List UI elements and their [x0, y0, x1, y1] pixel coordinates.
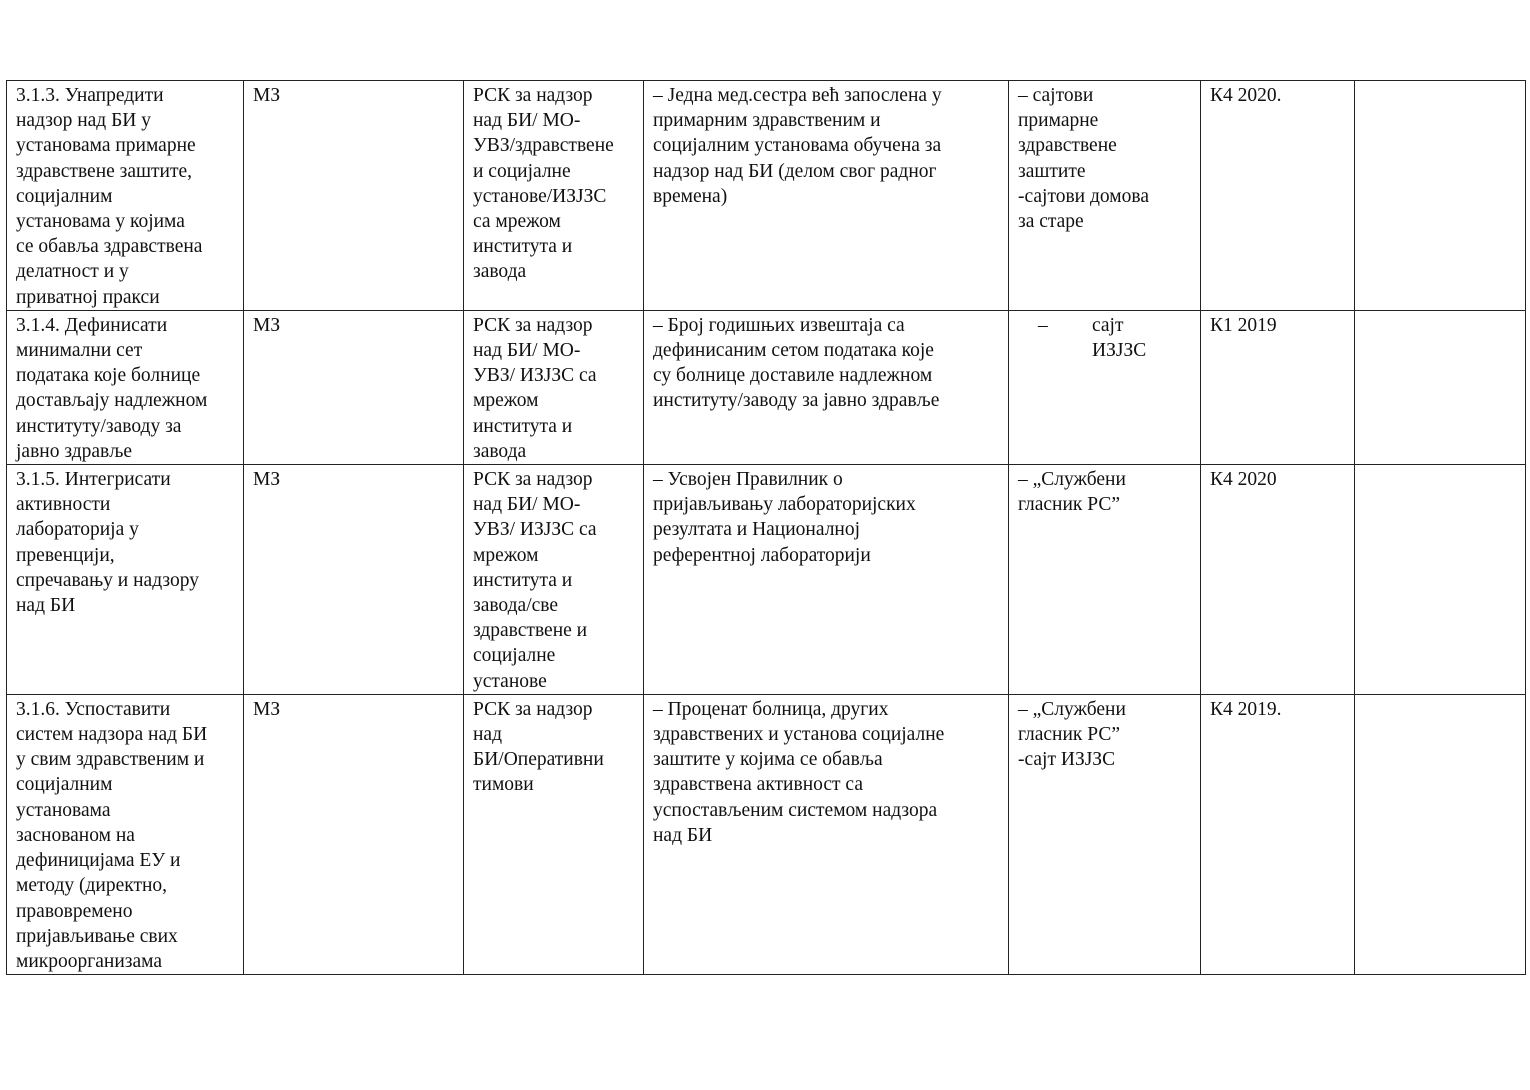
cell-line: делатност и у	[16, 261, 129, 283]
responsible-cell	[244, 694, 464, 974]
cell-line: здравствене	[1018, 135, 1117, 157]
cell-line: РСК за надзор	[473, 698, 593, 720]
source-dash: –	[1038, 314, 1048, 336]
cell-line: пријављивање свих	[16, 925, 178, 947]
cell-line: су болнице доставиле надлежном	[653, 365, 933, 387]
cell-line: надзор над БИ (делом свог радног	[653, 160, 937, 182]
cell-line: гласник РС”	[1018, 724, 1121, 746]
cell-line: установама у којима	[16, 211, 185, 233]
cell-line: гласник РС”	[1018, 494, 1121, 516]
partners-cell	[464, 310, 644, 464]
cell-line: над БИ/ МО-	[473, 110, 581, 132]
cell-line: над БИ/ МО-	[473, 494, 581, 516]
source-cell	[1009, 81, 1201, 311]
cell-line: МЗ	[253, 314, 281, 336]
cell-line: – „Службени	[1018, 469, 1126, 491]
cell-line: примарне	[1018, 110, 1099, 132]
extra-cell	[1355, 81, 1526, 311]
extra-cell	[1355, 310, 1526, 464]
table-row	[7, 694, 1526, 974]
cell-line: МЗ	[253, 469, 281, 491]
partners-cell	[464, 694, 644, 974]
cell-line: завода/све	[473, 595, 559, 617]
indicator-cell	[644, 310, 1009, 464]
cell-line: социјалним	[16, 185, 113, 207]
cell-line: К4 2020	[1210, 469, 1277, 491]
cell-line: над БИ	[653, 824, 713, 846]
cell-line: институту/заводу за	[16, 415, 182, 437]
cell-line: здравствене и	[473, 620, 588, 642]
cell-line: резултата и Националној	[653, 519, 861, 541]
cell-line: завода	[473, 261, 527, 283]
cell-line: јавно здравље	[16, 440, 133, 462]
source-line: сајт	[1092, 314, 1124, 336]
measures-table	[6, 80, 1526, 975]
cell-line: над БИ	[16, 595, 76, 617]
cell-line: са мрежом	[473, 211, 561, 233]
cell-line: институту/заводу за јавно здравље	[653, 390, 940, 412]
cell-line: – сајтови	[1018, 85, 1094, 106]
cell-line: 3.1.6. Успоставити	[16, 698, 171, 720]
deadline-cell	[1201, 81, 1355, 311]
cell-line: УВЗ/здравствене	[473, 135, 614, 157]
cell-line: – „Службени	[1018, 698, 1126, 720]
measure-cell	[7, 81, 244, 311]
extra-cell	[1355, 694, 1526, 974]
cell-line: над	[473, 724, 503, 746]
deadline-cell	[1201, 694, 1355, 974]
cell-line: микроорганизама	[16, 950, 162, 972]
cell-line: установе/ИЗЈЗС	[473, 185, 607, 207]
cell-line: у свим здравственим и	[16, 749, 205, 771]
cell-line: приватној пракси	[16, 286, 160, 308]
cell-line: РСК за надзор	[473, 85, 593, 106]
cell-line: здравствених и установа социјалне	[653, 724, 945, 746]
cell-line: социјалним	[16, 774, 113, 796]
cell-line: за старе	[1018, 211, 1084, 233]
cell-line: надзор над БИ у	[16, 110, 152, 132]
indicator-cell	[644, 465, 1009, 695]
indicator-cell	[644, 81, 1009, 311]
table-row	[7, 310, 1526, 464]
cell-line: превенцији,	[16, 544, 115, 566]
cell-line: – Усвојен Правилник о	[653, 469, 843, 491]
table-row	[7, 465, 1526, 695]
cell-line: мрежом	[473, 544, 539, 566]
cell-line: МЗ	[253, 698, 281, 720]
cell-line: РСК за надзор	[473, 314, 593, 336]
cell-line: активности	[16, 494, 111, 516]
cell-line: – Проценат болница, других	[653, 698, 889, 720]
cell-line: РСК за надзор	[473, 469, 593, 491]
cell-line: БИ/Оперативни	[473, 749, 604, 771]
cell-line: методу (директно,	[16, 875, 168, 897]
cell-line: установама примарне	[16, 135, 196, 157]
cell-line: здравствене заштите,	[16, 160, 193, 182]
cell-line: УВЗ/ ИЗЈЗС са	[473, 519, 597, 541]
source-cell	[1009, 310, 1201, 464]
cell-line: института и	[473, 236, 573, 258]
table-body	[7, 81, 1526, 975]
cell-line: референтној лабораторији	[653, 544, 871, 566]
cell-line: заштите	[1018, 160, 1086, 182]
cell-line: МЗ	[253, 85, 281, 106]
cell-line: завода	[473, 440, 527, 462]
cell-line: дефиницијама ЕУ и	[16, 850, 181, 872]
deadline-cell	[1201, 310, 1355, 464]
cell-line: лабораторија у	[16, 519, 139, 541]
cell-line: заснованом на	[16, 824, 135, 846]
cell-line: – Број годишњих извештаја са	[653, 314, 905, 336]
cell-line: института и	[473, 415, 573, 437]
partners-cell	[464, 465, 644, 695]
cell-line: минимални сет	[16, 340, 143, 362]
cell-line: примарним здравственим и	[653, 110, 881, 132]
cell-line: установе	[473, 670, 547, 692]
cell-line: успостављеним системом надзора	[653, 799, 938, 821]
partners-cell	[464, 81, 644, 311]
cell-line: установама	[16, 799, 111, 821]
cell-line: К1 2019	[1210, 314, 1277, 336]
cell-line: социјалним установама обучена за	[653, 135, 942, 157]
cell-line: и социјалне	[473, 160, 571, 182]
cell-line: дефинисаним сетом података које	[653, 340, 934, 362]
responsible-cell	[244, 310, 464, 464]
cell-line: -сајт ИЗЈЗС	[1018, 749, 1116, 771]
cell-line: К4 2019.	[1210, 698, 1282, 720]
cell-line: времена)	[653, 185, 728, 207]
source-cell	[1009, 694, 1201, 974]
cell-line: заштите у којима се обавља	[653, 749, 883, 771]
cell-line: института и	[473, 569, 573, 591]
deadline-cell	[1201, 465, 1355, 695]
cell-line: 3.1.5. Интегрисати	[16, 469, 171, 491]
cell-line: тимови	[473, 774, 534, 796]
source-dash-list	[1018, 313, 1192, 363]
cell-line: пријављивању лабораторијских	[653, 494, 916, 516]
cell-line: – Једна мед.сестра већ запослена у	[653, 85, 942, 106]
cell-line: достављају надлежном	[16, 390, 208, 412]
table-row	[7, 81, 1526, 311]
cell-line: -сајтови домова	[1018, 185, 1149, 207]
cell-line: мрежом	[473, 390, 539, 412]
cell-line: спречавању и надзору	[16, 569, 199, 591]
measure-cell	[7, 694, 244, 974]
cell-line: се обавља здравствена	[16, 236, 203, 258]
cell-line: 3.1.3. Унапредити	[16, 85, 164, 106]
cell-line: података које болнице	[16, 365, 201, 387]
cell-line: здравствена активност са	[653, 774, 863, 796]
cell-line: 3.1.4. Дефинисати	[16, 314, 168, 336]
cell-line: социјалне	[473, 645, 556, 667]
responsible-cell	[244, 465, 464, 695]
source-cell	[1009, 465, 1201, 695]
cell-line: над БИ/ МО-	[473, 340, 581, 362]
indicator-cell	[644, 694, 1009, 974]
cell-line: систем надзора над БИ	[16, 724, 208, 746]
source-text	[1068, 313, 1146, 363]
measure-cell	[7, 465, 244, 695]
extra-cell	[1355, 465, 1526, 695]
cell-line: К4 2020.	[1210, 85, 1282, 106]
cell-line: УВЗ/ ИЗЈЗС са	[473, 365, 597, 387]
cell-line: правовремено	[16, 900, 133, 922]
responsible-cell	[244, 81, 464, 311]
measure-cell	[7, 310, 244, 464]
source-line: ИЗЈЗС	[1092, 340, 1147, 362]
